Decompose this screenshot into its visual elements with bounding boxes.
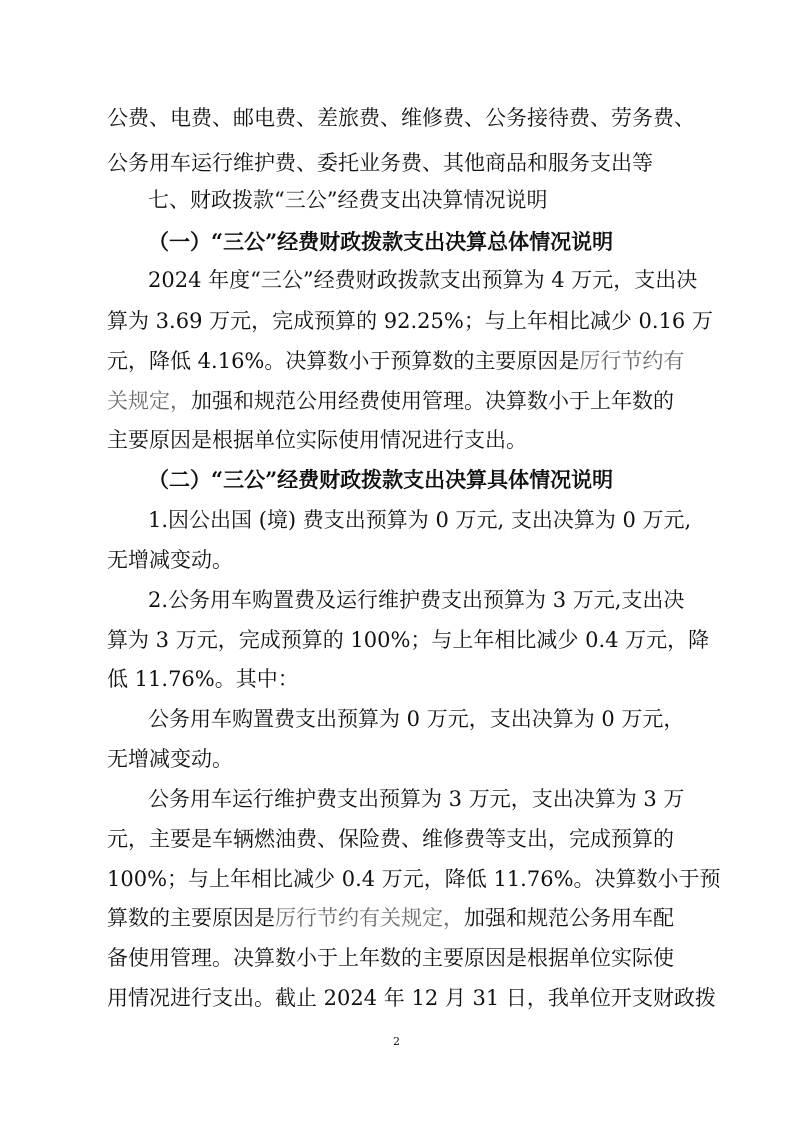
paragraph-line [0, 341, 793, 381]
line-text: 1.因公出国 (境) 费支出预算为 0 万元, 支出决算为 0 万元, [148, 508, 692, 532]
subsection-heading [0, 460, 793, 500]
line-text: 2.公务用车购置费及运行维护费支出预算为 3 万元,支出决 [148, 588, 685, 612]
line-text: 算数的主要原因是 [107, 906, 275, 930]
line-text: （一）“三公”经费财政拨款支出决算总体情况说明 [148, 229, 614, 254]
paragraph-line [0, 739, 793, 779]
paragraph-line [0, 938, 793, 978]
paragraph-line [0, 540, 793, 580]
line-text: 备使用管理。决算数小于上年数的主要原因是根据单位实际使 [107, 946, 674, 970]
line-text: （二）“三公”经费财政拨款支出决算具体情况说明 [148, 467, 614, 492]
line-text: 公费、电费、邮电费、差旅费、维修费、公务接待费、劳务费、 [107, 106, 695, 130]
line-text: 公务用车运行维护费、委托业务费、其他商品和服务支出等 [107, 151, 653, 175]
line-text: 加强和规范公用经费使用管理。决算数小于上年数的 [191, 389, 674, 413]
line-text: 2024 年度“三公”经费财政拨款支出预算为 4 万元，支出决 [148, 268, 698, 292]
line-text: 算为 3 万元，完成预算的 100%；与上年相比减少 0.4 万元，降 [107, 628, 710, 652]
highlighted-text: 厉行节约有 [579, 349, 685, 373]
line-text: 无增减变动。 [107, 747, 233, 771]
paragraph-line [0, 898, 793, 938]
line-text: 公务用车运行维护费支出预算为 3 万元，支出决算为 3 万 [148, 787, 685, 811]
paragraph-line [0, 301, 793, 341]
line-text: 100%；与上年相比减少 0.4 万元，降低 11.76%。决算数小于预 [107, 867, 721, 891]
paragraph-line [0, 143, 793, 183]
paragraph-line [0, 699, 793, 739]
highlighted-text: 关规定， [107, 389, 191, 413]
paragraph-line [0, 859, 793, 899]
highlighted-text: 厉行节约有关规定， [275, 906, 464, 930]
line-text: 公务用车购置费支出预算为 0 万元，支出决算为 0 万元， [148, 707, 685, 731]
line-text: 用情况进行支出。截止 2024 年 12 月 31 日，我单位开支财政拨 [107, 986, 716, 1010]
line-text: 元，降低 4.16%。决算数小于预算数的主要原因是 [107, 349, 580, 373]
page-number: 2 [393, 1035, 400, 1048]
paragraph-line [0, 659, 793, 699]
paragraph-line [0, 978, 793, 1018]
paragraph-line [0, 779, 793, 819]
paragraph-line [0, 98, 793, 138]
paragraph-line [0, 819, 793, 859]
line-text: 七、财政拨款“三公”经费支出决算情况说明 [148, 188, 548, 212]
paragraph-line [0, 500, 793, 540]
line-text: 低 11.76%。其中： [107, 667, 299, 691]
paragraph-line [0, 381, 793, 421]
paragraph-line [0, 620, 793, 660]
subsection-heading [0, 222, 793, 262]
section-heading [0, 180, 793, 220]
line-text: 主要原因是根据单位实际使用情况进行支出。 [107, 428, 527, 452]
line-text: 算为 3.69 万元，完成预算的 92.25%；与上年相比减少 0.16 万 [107, 309, 713, 333]
paragraph-line [0, 260, 793, 300]
line-text: 加强和规范公务用车配 [464, 906, 674, 930]
line-text: 元，主要是车辆燃油费、保险费、维修费等支出，完成预算的 [107, 827, 674, 851]
paragraph-line [0, 580, 793, 620]
line-text: 无增减变动。 [107, 548, 233, 572]
paragraph-line [0, 420, 793, 460]
